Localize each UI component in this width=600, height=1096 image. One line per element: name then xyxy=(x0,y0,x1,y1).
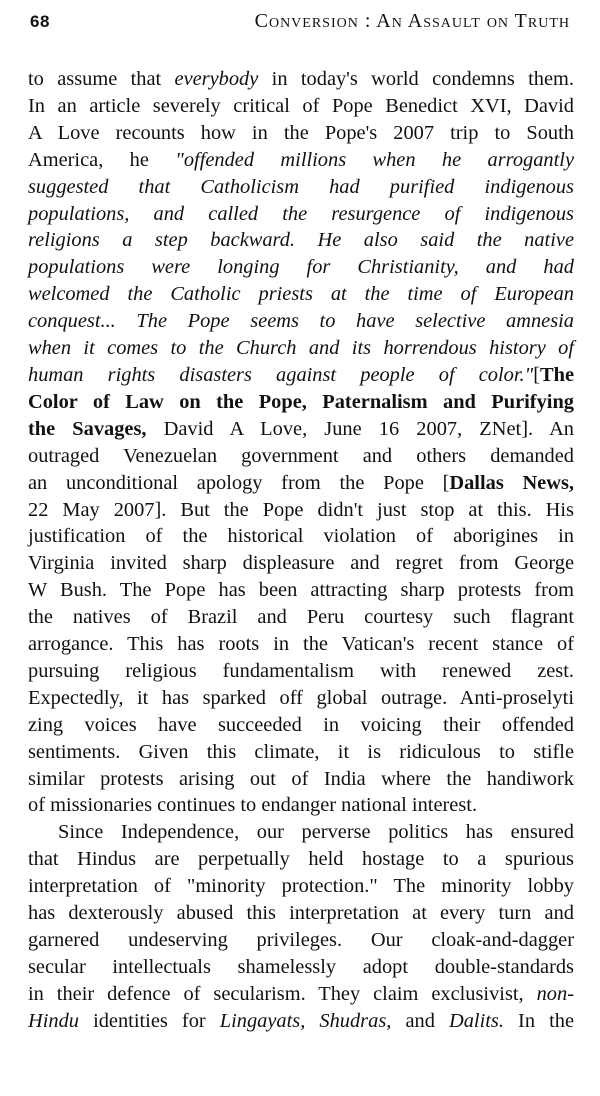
text-line: has dexterously abused this interpretation at every turn and xyxy=(28,902,574,925)
text-line: justification of the historical violation of aborigines in xyxy=(28,525,574,548)
text-line: conquest... The Pope seems to have selective amnesia xyxy=(28,310,574,333)
text-line: an unconditional apology from the Pope [Dallas News, xyxy=(28,471,574,494)
text-line: welcomed the Catholic priests at the time of European xyxy=(28,283,574,306)
text-line: similar protests arising out of India where the handiwork xyxy=(28,767,574,790)
text-line: Virginia invited sharp displeasure and regret from George xyxy=(28,552,574,575)
paragraph-1 xyxy=(28,66,574,819)
text-line: America, he "offended millions when he arrogantly xyxy=(28,148,574,171)
running-head: Conversion : An Assault on Truth xyxy=(254,10,570,32)
citation-title: The xyxy=(540,363,574,386)
text-line: suggested that Catholicism had purified indigenous xyxy=(28,175,574,198)
paragraph-2 xyxy=(28,819,574,1034)
quotation: "offended millions when he arrogantly xyxy=(175,148,574,171)
text-line: In an article severely critical of Pope Benedict XVI, David xyxy=(28,94,574,117)
text-line: when it comes to the Church and its horrendous history of xyxy=(28,337,574,360)
text-line: sentiments. Given this climate, it is ridiculous to stifle xyxy=(28,740,574,763)
text-line: that Hindus are perpetually held hostage to a spurious xyxy=(28,848,574,871)
text-line: pursuing religious fundamentalism with renewed zest. xyxy=(28,659,574,682)
text-line: 22 May 2007]. But the Pope didn't just stop at this. His xyxy=(28,498,574,521)
text-line: A Love recounts how in the Pope's 2007 trip to South xyxy=(28,121,574,144)
text-line: W Bush. The Pope has been attracting sharp protests from xyxy=(28,579,574,602)
body-text xyxy=(28,66,574,1035)
text-line: to assume that everybody in today's world condemns them. xyxy=(28,68,574,90)
page-header xyxy=(28,10,570,36)
citation-title: Color of Law on the Pope, Paternalism and Purifying xyxy=(28,390,574,413)
citation-source: Dallas News, xyxy=(449,471,574,494)
text-line: Hindu identities for Lingayats, Shudras, and Dalits. In the xyxy=(28,1009,575,1032)
text-line: interpretation of "minority protection." The minority lobby xyxy=(28,875,574,898)
text-line: outraged Venezuelan government and others demanded xyxy=(28,444,574,467)
text-line: Expectedly, it has sparked off global outrage. Anti-proselyti xyxy=(28,686,574,709)
text-line: religions a step backward. He also said the native xyxy=(28,229,574,252)
text-line: arrogance. This has roots in the Vatican's recent stance of xyxy=(28,633,574,656)
page-number: 68 xyxy=(30,12,50,31)
citation-title: the Savages, xyxy=(28,417,147,440)
text-line: the natives of Brazil and Peru courtesy such flagrant xyxy=(28,606,574,629)
text-line: zing voices have succeeded in voicing their offended xyxy=(28,713,574,736)
text-line: secular intellectuals shamelessly adopt double-standards xyxy=(28,955,574,978)
text-line: of missionaries continues to endanger national interest. xyxy=(28,794,478,817)
text-line: populations were longing for Christianity, and had xyxy=(28,256,574,279)
text-line: Since Independence, our perverse politics has ensured xyxy=(58,821,574,844)
text-line: garnered undeserving privileges. Our cloak-and-dagger xyxy=(28,929,574,951)
text-line: the Savages, David A Love, June 16 2007, ZNet]. An xyxy=(28,417,575,440)
text-line: human rights disasters against people of color."[The xyxy=(28,363,574,386)
text-line: in their defence of secularism. They claim exclusivist, non- xyxy=(28,982,574,1005)
text-line: populations, and called the resurgence of indigenous xyxy=(28,202,574,225)
